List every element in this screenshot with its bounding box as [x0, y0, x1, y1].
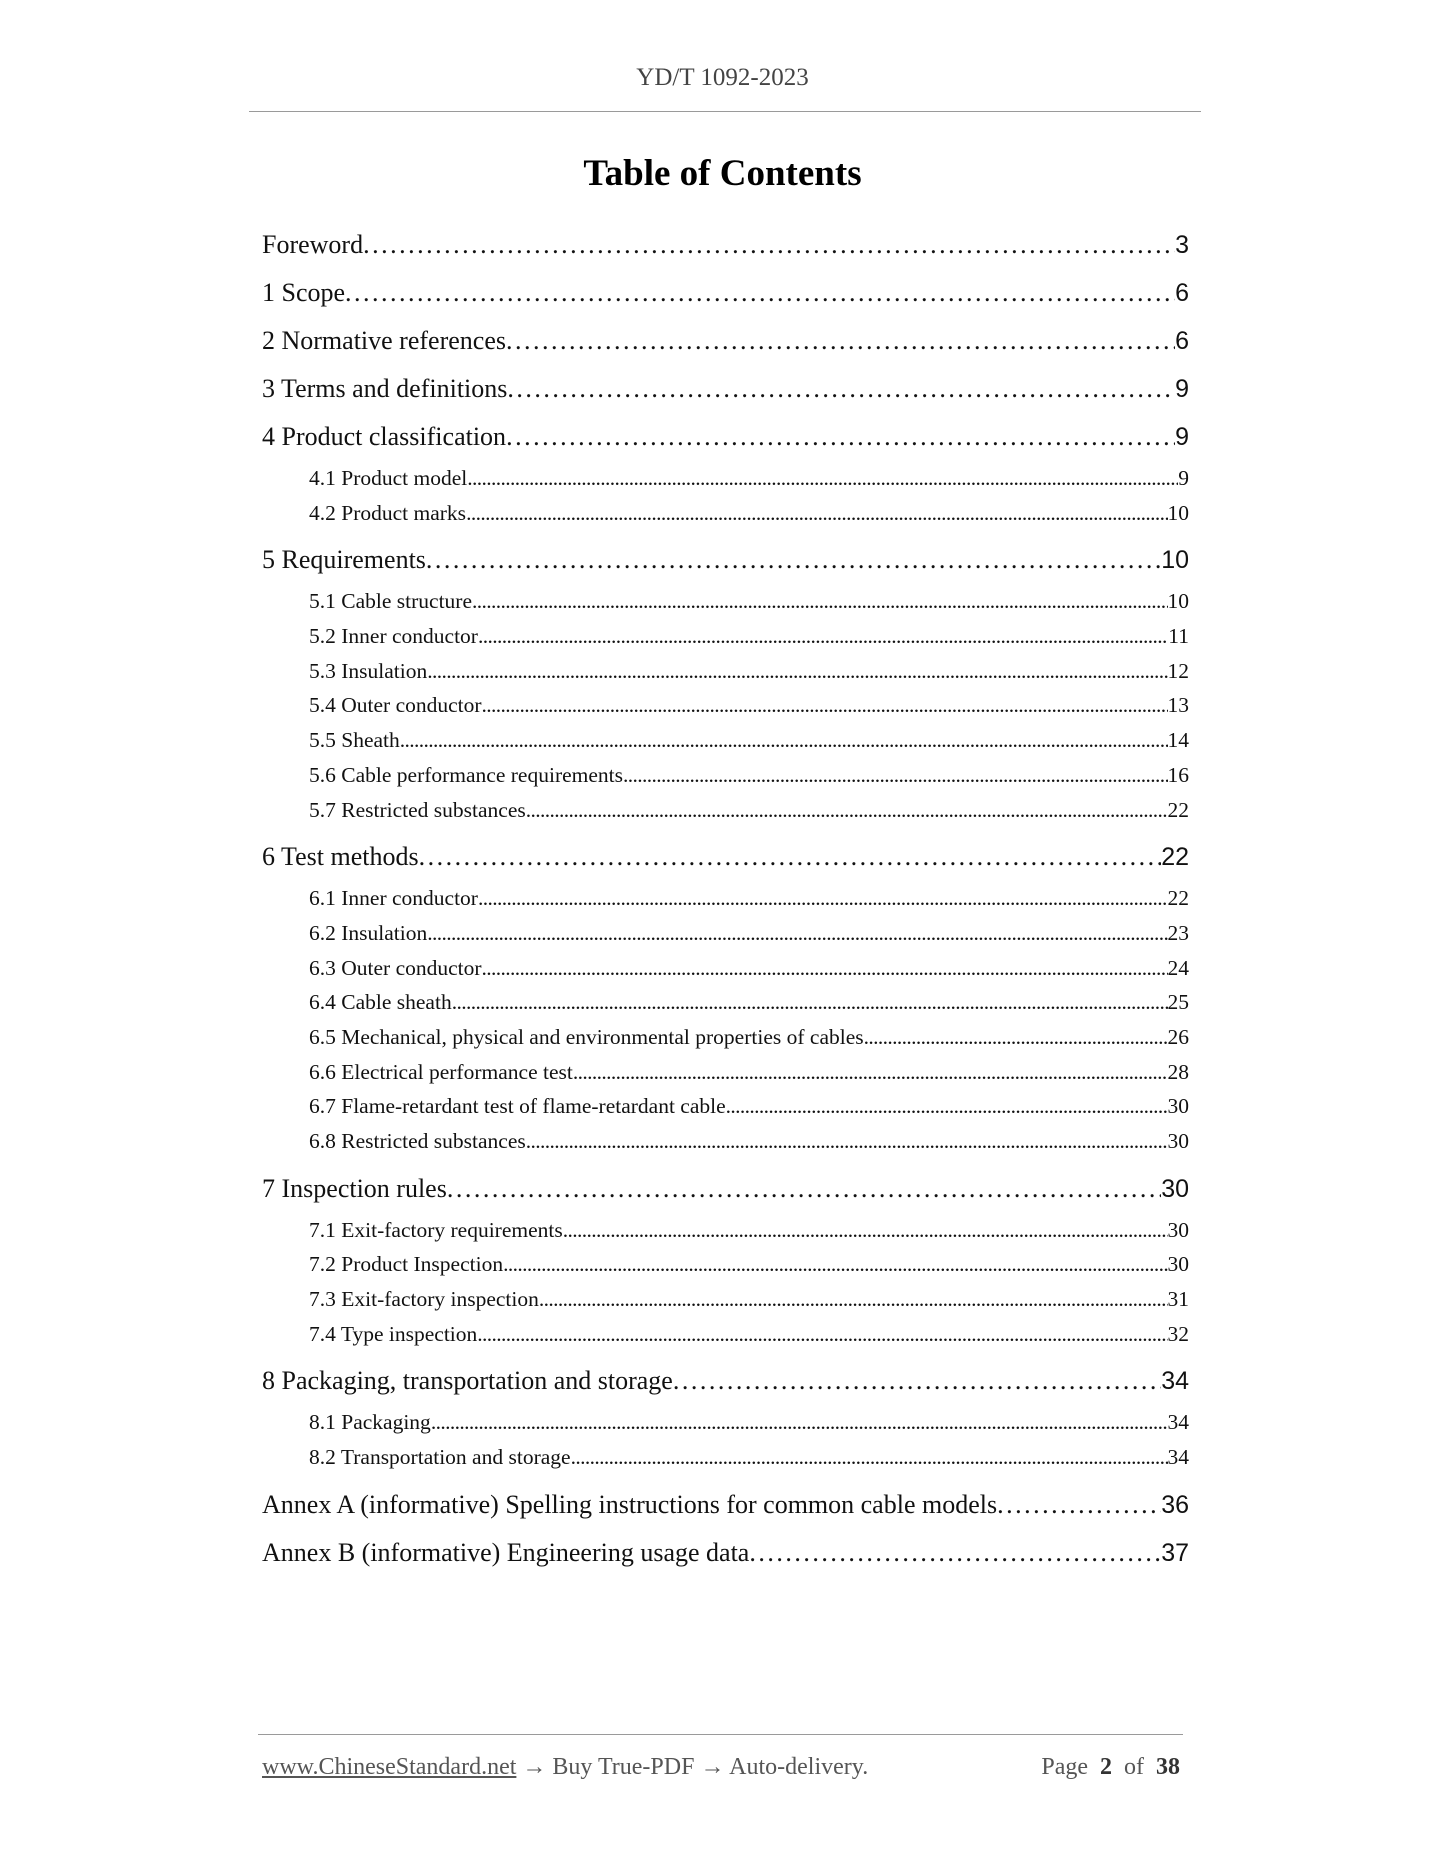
dot-leader — [477, 1317, 1167, 1352]
toc-entry-page: 12 — [1167, 658, 1189, 683]
toc-entry-page: 24 — [1167, 955, 1189, 980]
toc-entry-title: 4.1 Product model — [309, 466, 468, 490]
toc-entry-page: 37 — [1161, 1538, 1189, 1567]
toc-entry-title: Annex A (informative) Spelling instructions for common cable models — [262, 1489, 998, 1519]
toc-subentry[interactable] — [262, 1124, 1189, 1159]
dot-leader — [506, 413, 1175, 461]
toc-entry-page: 34 — [1161, 1367, 1189, 1396]
dot-leader — [623, 758, 1167, 793]
toc-entry-title: 6.7 Flame-retardant test of flame-retardant cable — [309, 1094, 726, 1119]
toc-subentry[interactable] — [262, 985, 1189, 1020]
toc-entry-page: 36 — [1161, 1490, 1189, 1519]
toc-entry-title: 6.1 Inner conductor — [309, 886, 478, 911]
toc-entry-title: 5.1 Cable structure — [309, 589, 472, 614]
toc-entry-page: 6 — [1175, 327, 1189, 355]
auto-delivery-text: Auto-delivery. — [729, 1754, 869, 1780]
page-footer — [262, 1754, 1180, 1781]
toc-entry-page: 28 — [1167, 1059, 1189, 1084]
dot-leader — [503, 1247, 1167, 1282]
toc-entry-page: 22 — [1161, 843, 1189, 872]
toc-subentry[interactable] — [262, 881, 1189, 916]
toc-subentry[interactable] — [262, 1089, 1189, 1124]
toc-entry-page: 9 — [1178, 466, 1189, 490]
toc-subentry[interactable] — [262, 793, 1189, 828]
dot-leader — [447, 1165, 1161, 1213]
page-total: 38 — [1156, 1754, 1180, 1780]
dot-leader — [507, 365, 1175, 413]
of-word: of — [1124, 1754, 1144, 1780]
toc-entry-page: 30 — [1167, 1217, 1189, 1242]
toc-entry-page: 6 — [1175, 279, 1189, 307]
dot-leader — [427, 654, 1167, 689]
dot-leader — [539, 1282, 1168, 1317]
toc-entry-title: 7.2 Product Inspection — [309, 1252, 504, 1277]
toc-entry-page: 11 — [1168, 624, 1189, 649]
toc-subentry[interactable] — [262, 654, 1189, 689]
toc-entry-title: 6.5 Mechanical, physical and environmental properties of cables — [309, 1024, 864, 1049]
toc-entry[interactable] — [262, 317, 1189, 365]
dot-leader — [400, 723, 1168, 758]
toc-entry-page: 32 — [1167, 1321, 1189, 1346]
toc-entry-title: Foreword — [262, 230, 364, 259]
dot-leader — [363, 221, 1175, 269]
toc-entry-title: 7.1 Exit-factory requirements — [309, 1217, 563, 1242]
dot-leader — [345, 269, 1175, 317]
toc-entry-title: 5 Requirements — [262, 545, 426, 575]
toc-entry-title: 3 Terms and definitions — [262, 374, 508, 403]
toc-entry[interactable] — [262, 1165, 1189, 1213]
toc-subentry[interactable] — [262, 1055, 1189, 1090]
dot-leader — [427, 916, 1167, 951]
toc-entry-page: 3 — [1175, 231, 1189, 259]
toc-subentry[interactable] — [262, 1282, 1189, 1317]
toc-entry[interactable] — [262, 413, 1189, 461]
toc-subentry[interactable] — [262, 758, 1189, 793]
toc-entry-title: 6 Test methods — [262, 842, 419, 872]
dot-leader — [749, 1529, 1161, 1577]
toc-entry[interactable] — [262, 1481, 1189, 1529]
toc-entry-title: 7.4 Type inspection — [309, 1321, 478, 1346]
dot-leader — [726, 1089, 1168, 1124]
toc-subentry[interactable] — [262, 1405, 1189, 1440]
dot-leader — [419, 833, 1162, 881]
dot-leader — [426, 536, 1161, 584]
toc-entry-title: 2 Normative references — [262, 326, 506, 355]
toc-entry[interactable] — [262, 1529, 1189, 1577]
toc-entry-title: 5.3 Insulation — [309, 658, 428, 683]
dot-leader — [482, 688, 1168, 723]
toc-entry-title: 6.8 Restricted substances — [309, 1129, 526, 1153]
toc-entry-page: 30 — [1167, 1252, 1189, 1277]
dot-leader — [526, 1124, 1168, 1159]
toc-subentry[interactable] — [262, 619, 1189, 654]
dot-leader — [571, 1440, 1168, 1475]
dot-leader — [673, 1357, 1161, 1405]
dot-leader — [864, 1020, 1168, 1055]
toc-entry[interactable] — [262, 833, 1189, 881]
toc-entry-title: 8.2 Transportation and storage — [309, 1445, 571, 1470]
toc-entry-page: 30 — [1161, 1174, 1189, 1203]
toc-entry-title: 6.6 Electrical performance test — [309, 1059, 573, 1084]
dot-leader — [563, 1213, 1168, 1248]
dot-leader — [997, 1481, 1161, 1529]
website-link[interactable]: www.ChineseStandard.net — [262, 1754, 517, 1780]
toc-subentry[interactable] — [262, 1020, 1189, 1055]
toc-entry-page: 22 — [1167, 886, 1189, 911]
arrow-right-icon: → — [522, 1754, 547, 1780]
toc-subentry[interactable] — [262, 1317, 1189, 1352]
toc-entry-page: 34 — [1167, 1445, 1189, 1470]
toc-entry-page: 10 — [1161, 546, 1189, 575]
toc-entry-page: 31 — [1167, 1287, 1189, 1312]
dot-leader — [482, 951, 1168, 986]
toc-subentry[interactable] — [262, 916, 1189, 951]
page-current: 2 — [1100, 1754, 1112, 1780]
toc-entry-page: 30 — [1167, 1094, 1189, 1119]
dot-leader — [431, 1405, 1168, 1440]
toc-entry-title: 8.1 Packaging — [309, 1410, 431, 1435]
dot-leader — [472, 584, 1168, 619]
buy-pdf-text: Buy True-PDF — [552, 1754, 695, 1780]
dot-leader — [506, 317, 1175, 365]
toc-entry-page: 30 — [1167, 1129, 1189, 1153]
document-code-header: YD/T 1092-2023 — [636, 64, 809, 91]
dot-leader — [466, 496, 1167, 531]
toc-entry-page: 14 — [1167, 728, 1189, 753]
toc-entry-page: 25 — [1167, 990, 1189, 1015]
dot-leader — [573, 1055, 1168, 1090]
header-divider — [249, 111, 1201, 112]
toc-subentry[interactable] — [262, 688, 1189, 723]
toc-entry-page: 10 — [1167, 500, 1189, 525]
dot-leader — [452, 985, 1168, 1020]
page-indicator — [1041, 1754, 1180, 1781]
toc-entry-title: Annex B (informative) Engineering usage data — [262, 1537, 750, 1567]
toc-entry-page: 10 — [1167, 589, 1189, 614]
arrow-right-icon: → — [700, 1754, 725, 1780]
toc-entry-title: 5.6 Cable performance requirements — [309, 762, 624, 787]
toc-entry[interactable] — [262, 1357, 1189, 1405]
toc-entry-page: 9 — [1175, 423, 1189, 451]
toc-entry-page: 34 — [1167, 1410, 1189, 1435]
toc-entry-title: 5.7 Restricted substances — [309, 797, 526, 822]
toc-entry[interactable] — [262, 269, 1189, 317]
footer-divider — [258, 1734, 1183, 1735]
toc-entry[interactable] — [262, 221, 1189, 269]
toc-entry-title: 1 Scope — [262, 278, 346, 307]
toc-subentry[interactable] — [262, 461, 1189, 496]
dot-leader — [478, 881, 1168, 916]
toc-entry-page: 9 — [1175, 375, 1189, 403]
toc-subentry[interactable] — [262, 951, 1189, 986]
toc-entry[interactable] — [262, 536, 1189, 584]
toc-entry-title: 7.3 Exit-factory inspection — [309, 1287, 539, 1312]
toc-entry-title: 5.5 Sheath — [309, 728, 400, 753]
dot-leader — [478, 619, 1168, 654]
toc-entry-page: 23 — [1167, 920, 1189, 945]
toc-subentry[interactable] — [262, 584, 1189, 619]
toc-entry-title: 5.2 Inner conductor — [309, 624, 478, 649]
toc-entry-title: 6.3 Outer conductor — [309, 955, 482, 980]
toc-entry[interactable] — [262, 365, 1189, 413]
toc-entry-title: 8 Packaging, transportation and storage — [262, 1366, 673, 1396]
toc-subentry[interactable] — [262, 1247, 1189, 1282]
toc-entry-page: 26 — [1167, 1024, 1189, 1049]
toc-entry-title: 7 Inspection rules — [262, 1173, 447, 1203]
toc-entry-title: 4.2 Product marks — [309, 500, 467, 525]
dot-leader — [467, 461, 1178, 496]
toc-entry-title: 6.2 Insulation — [309, 920, 428, 945]
toc-entry-page: 16 — [1167, 762, 1189, 787]
toc-subentry[interactable] — [262, 496, 1189, 531]
toc-entry-page: 22 — [1167, 797, 1189, 822]
table-of-contents — [262, 221, 1189, 1577]
dot-leader — [526, 793, 1168, 828]
toc-subentry[interactable] — [262, 723, 1189, 758]
page-title: Table of Contents — [583, 153, 862, 194]
page-word: Page — [1041, 1754, 1088, 1780]
toc-entry-title: 4 Product classification — [262, 422, 507, 451]
toc-subentry[interactable] — [262, 1440, 1189, 1475]
toc-entry-title: 5.4 Outer conductor — [309, 693, 482, 718]
toc-entry-title: 6.4 Cable sheath — [309, 990, 452, 1015]
toc-subentry[interactable] — [262, 1213, 1189, 1248]
toc-entry-page: 13 — [1167, 693, 1189, 718]
